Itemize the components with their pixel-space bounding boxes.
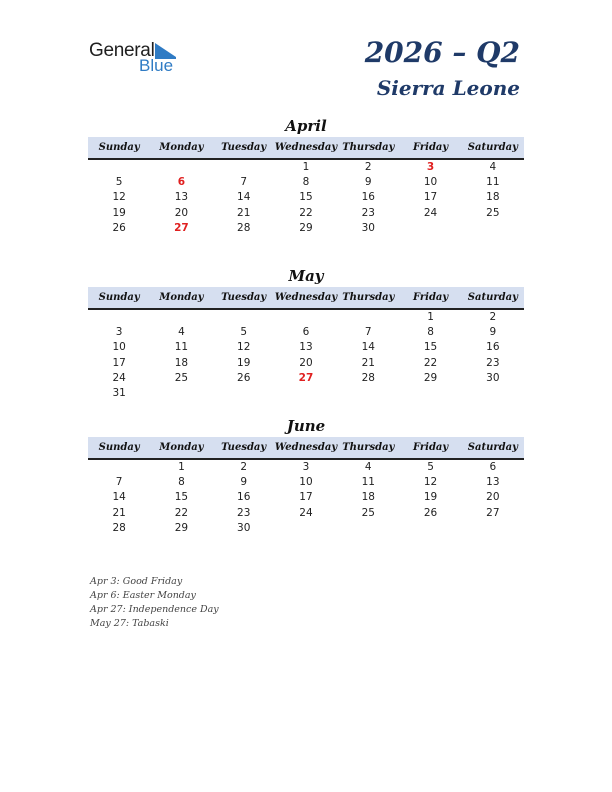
weekday-label: Saturday [467, 142, 518, 153]
empty-day-cell [462, 521, 524, 536]
day-cell: 16 [237, 491, 251, 504]
week-row [88, 521, 524, 536]
generalblue-logo [89, 40, 189, 76]
day-cell: 24 [423, 206, 438, 219]
empty-day-cell [462, 221, 524, 236]
weekday-label: Wednesday [274, 292, 338, 303]
holiday-note: May 27: Tabaski [90, 618, 169, 629]
week-row [88, 310, 524, 325]
day-cell: 20 [486, 491, 500, 504]
day-cell: 5 [115, 176, 123, 189]
day-cell: 20 [299, 356, 313, 369]
day-cell: 9 [489, 326, 497, 339]
day-cell: 10 [112, 341, 126, 354]
weekday-label: Sunday [98, 442, 140, 453]
day-cell: 30 [237, 521, 251, 534]
day-cell: 31 [112, 386, 126, 399]
day-cell: 26 [423, 506, 438, 519]
day-cell: 14 [112, 491, 126, 504]
day-cell: 27 [298, 371, 314, 384]
page-subtitle: Sierra Leone [376, 76, 520, 100]
day-cell: 3 [302, 461, 310, 473]
day-cell: 28 [112, 521, 126, 534]
day-cell: 5 [427, 461, 434, 473]
day-cell: 13 [174, 191, 189, 204]
day-cell: 22 [423, 356, 438, 369]
weekday-header [88, 287, 524, 310]
weekday-label: Wednesday [274, 442, 338, 453]
day-cell: 8 [427, 326, 434, 339]
weekday-label: Thursday [342, 292, 395, 303]
day-cell: 14 [237, 191, 251, 204]
day-cell: 12 [237, 341, 251, 354]
logo-text-blue: Blue [139, 56, 174, 75]
day-cell: 7 [240, 176, 248, 189]
day-cell: 2 [240, 461, 248, 473]
holiday-note: Apr 3: Good Friday [90, 576, 183, 587]
weekday-label: Tuesday [221, 292, 267, 303]
week-row [88, 160, 524, 175]
day-cell: 11 [174, 341, 189, 354]
day-cell: 15 [423, 341, 438, 354]
day-cell: 28 [237, 221, 251, 234]
day-cell: 6 [489, 461, 497, 473]
weekday-label: Monday [159, 142, 204, 153]
day-cell: 6 [177, 176, 186, 189]
empty-day-cell [88, 160, 150, 175]
day-cell: 10 [423, 176, 438, 189]
weekday-header [88, 437, 524, 460]
day-cell: 18 [486, 191, 500, 204]
week-row [88, 460, 524, 475]
day-cell: 23 [237, 506, 251, 519]
day-cell: 29 [174, 521, 189, 534]
empty-day-cell [88, 310, 150, 325]
day-cell: 18 [174, 356, 189, 369]
weekday-label: Friday [412, 292, 449, 303]
weekday-label: Saturday [467, 442, 518, 453]
empty-day-cell [399, 386, 461, 401]
day-cell: 13 [299, 341, 313, 354]
day-cell: 3 [426, 161, 435, 173]
day-cell: 12 [112, 191, 126, 204]
day-cell: 22 [174, 506, 189, 519]
day-cell: 16 [361, 191, 375, 204]
day-cell: 17 [112, 356, 126, 369]
day-cell: 1 [178, 461, 185, 473]
empty-day-cell [337, 521, 399, 536]
holiday-note: Apr 6: Easter Monday [90, 590, 196, 601]
weekday-header [88, 137, 524, 160]
day-cell: 19 [423, 491, 438, 504]
month-calendar-june [88, 415, 524, 536]
empty-day-cell [150, 160, 212, 175]
day-cell: 21 [237, 206, 251, 219]
day-cell: 9 [240, 476, 248, 489]
week-row [88, 371, 524, 386]
month-calendar-april [88, 115, 524, 236]
month-name: June [286, 417, 326, 435]
day-cell: 20 [174, 206, 189, 219]
day-cell: 26 [112, 221, 126, 234]
week-row [88, 356, 524, 371]
weekday-label: Thursday [342, 442, 395, 453]
day-cell: 19 [237, 356, 251, 369]
holiday-notes [90, 575, 219, 631]
week-row [88, 325, 524, 340]
empty-day-cell [275, 310, 337, 325]
week-row [88, 475, 524, 490]
empty-day-cell [150, 386, 212, 401]
day-cell: 2 [364, 161, 372, 173]
empty-day-cell [88, 460, 150, 475]
empty-day-cell [462, 386, 524, 401]
day-cell: 1 [302, 161, 310, 173]
day-cell: 18 [361, 491, 375, 504]
day-cell: 27 [174, 221, 189, 234]
day-cell: 25 [174, 371, 189, 384]
week-row [88, 206, 524, 221]
weekday-label: Thursday [342, 142, 395, 153]
day-cell: 17 [423, 191, 438, 204]
day-cell: 13 [486, 476, 500, 489]
day-cell: 4 [489, 161, 497, 173]
day-cell: 30 [486, 371, 500, 384]
day-cell: 25 [486, 206, 500, 219]
day-cell: 23 [486, 356, 500, 369]
day-cell: 16 [486, 341, 500, 354]
week-row [88, 340, 524, 355]
day-cell: 21 [112, 506, 126, 519]
day-cell: 6 [302, 326, 310, 339]
empty-day-cell [213, 310, 275, 325]
day-cell: 5 [240, 326, 248, 339]
empty-day-cell [213, 160, 275, 175]
day-cell: 19 [112, 206, 126, 219]
week-row [88, 221, 524, 236]
weekday-label: Monday [159, 292, 204, 303]
day-cell: 28 [361, 371, 375, 384]
weekday-label: Friday [412, 142, 449, 153]
day-cell: 24 [299, 506, 313, 519]
day-cell: 15 [299, 191, 313, 204]
day-cell: 11 [361, 476, 375, 489]
empty-day-cell [150, 310, 212, 325]
day-cell: 11 [486, 176, 500, 189]
day-cell: 10 [299, 476, 313, 489]
week-row [88, 506, 524, 521]
holiday-note: Apr 27: Independence Day [90, 604, 219, 615]
logo-triangle-icon [155, 43, 176, 57]
empty-day-cell [275, 386, 337, 401]
day-cell: 12 [423, 476, 438, 489]
week-row [88, 175, 524, 190]
day-cell: 21 [361, 356, 375, 369]
weekday-label: Monday [159, 442, 204, 453]
day-cell: 8 [302, 176, 310, 189]
page-title: 2026 – Q2 [364, 36, 520, 69]
day-cell: 24 [112, 371, 126, 384]
day-cell: 8 [178, 476, 185, 489]
day-cell: 25 [361, 506, 375, 519]
week-row [88, 190, 524, 205]
day-cell: 27 [486, 506, 500, 519]
day-cell: 29 [423, 371, 438, 384]
day-cell: 30 [361, 221, 375, 234]
day-cell: 4 [178, 326, 185, 339]
day-cell: 7 [115, 476, 123, 489]
weekday-label: Friday [412, 442, 449, 453]
day-cell: 1 [427, 311, 434, 323]
day-cell: 29 [299, 221, 313, 234]
month-calendar-may [88, 265, 524, 401]
weekday-label: Tuesday [221, 442, 267, 453]
day-cell: 7 [364, 326, 372, 339]
weekday-label: Sunday [98, 142, 140, 153]
weekday-label: Tuesday [221, 142, 267, 153]
day-cell: 26 [237, 371, 251, 384]
day-cell: 23 [361, 206, 375, 219]
empty-day-cell [399, 221, 461, 236]
empty-day-cell [399, 521, 461, 536]
weekday-label: Saturday [467, 292, 518, 303]
day-cell: 22 [299, 206, 313, 219]
month-name: May [288, 267, 324, 285]
logo-text-general: General [89, 40, 155, 61]
day-cell: 17 [299, 491, 313, 504]
month-name: April [285, 117, 327, 135]
weekday-label: Sunday [98, 292, 140, 303]
day-cell: 9 [364, 176, 372, 189]
day-cell: 14 [361, 341, 375, 354]
week-row [88, 386, 524, 401]
day-cell: 3 [115, 326, 123, 339]
week-row [88, 490, 524, 505]
day-cell: 2 [489, 311, 497, 323]
day-cell: 15 [174, 491, 189, 504]
weekday-label: Wednesday [274, 142, 338, 153]
empty-day-cell [337, 310, 399, 325]
empty-day-cell [337, 386, 399, 401]
day-cell: 4 [364, 461, 372, 473]
empty-day-cell [213, 386, 275, 401]
empty-day-cell [275, 521, 337, 536]
